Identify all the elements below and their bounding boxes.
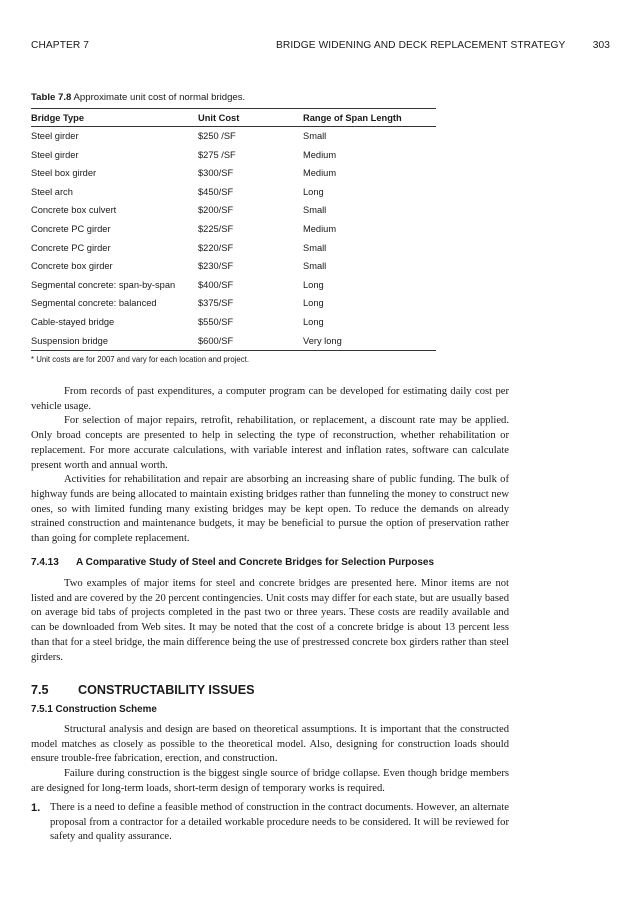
chapter-label: CHAPTER 7 bbox=[31, 40, 90, 51]
table-caption bbox=[31, 92, 245, 103]
table-cell: Concrete PC girder bbox=[31, 242, 111, 253]
section-heading-7-5 bbox=[31, 683, 255, 697]
table-row bbox=[31, 239, 436, 258]
table-row bbox=[31, 164, 436, 183]
section-heading-7-5-1: 7.5.1 Construction Scheme bbox=[31, 704, 157, 715]
table-cell: $300/SF bbox=[198, 168, 234, 179]
table-cell: Segmental concrete: span-by-span bbox=[31, 279, 176, 290]
table-row bbox=[31, 276, 436, 295]
table-cell: $220/SF bbox=[198, 242, 234, 253]
table-cell: $200/SF bbox=[198, 205, 234, 216]
table-row bbox=[31, 313, 436, 332]
table-cell: Long bbox=[303, 316, 324, 327]
table-row bbox=[31, 146, 436, 165]
table-cell: Concrete box girder bbox=[31, 261, 113, 272]
table-caption-text: Approximate unit cost of normal bridges. bbox=[73, 92, 246, 103]
section-heading-7-4-13 bbox=[31, 557, 434, 568]
chapter-title: BRIDGE WIDENING AND DECK REPLACEMENT STRATEGY bbox=[276, 40, 566, 51]
table-cell: Suspension bridge bbox=[31, 335, 109, 346]
table-cell: Steel girder bbox=[31, 149, 79, 160]
running-head bbox=[31, 40, 610, 54]
section-7-4-13-text bbox=[31, 577, 509, 665]
table-cell: Steel arch bbox=[31, 186, 73, 197]
table-cell: Small bbox=[303, 131, 327, 141]
section-number: 7.5 bbox=[31, 683, 49, 697]
list-item-text: There is a need to define a feasible method of construction in the contract documents. However, an alternate proposal from a contractor for a detailed workable procedure needs to be considered. It will be reviewed for safety and quality assurance. bbox=[50, 802, 509, 843]
table-cell: Steel girder bbox=[31, 131, 79, 141]
table-cell: Medium bbox=[303, 168, 337, 179]
list-item bbox=[31, 801, 509, 845]
table-body bbox=[31, 127, 436, 350]
column-header: Range of Span Length bbox=[303, 113, 402, 123]
table-header-row bbox=[31, 109, 436, 127]
table-label: Table 7.8 bbox=[31, 92, 72, 103]
table-cell: Very long bbox=[303, 335, 342, 346]
table-cell: $275 /SF bbox=[198, 149, 236, 160]
numbered-list bbox=[31, 801, 509, 845]
paragraph: Activities for rehabilitation and repair are absorbing an increasing share of public funding. The bulk of highway funds are being allocated to maintain existing bridges rather than funneling the money to construct new ones, so with limited funding many existing bridges may be kept open. To reduce the demands on already strained construction and maintenance budgets, it may be beneficial to pursue the option of preservation rather than going for complete replacement. bbox=[31, 474, 509, 545]
paragraph: Two examples of major items for steel and concrete bridges are presented here. Minor items are not listed and are covered by the 20 percent contingencies. Unit costs may differ for each state, but are usually based on average bid tabs of projects completed in the past two or three years. These costs are readily available and can be downloaded from Web sites. It may be noted that the cost of a concrete bridge is about 13 percent less than that for a steel bridge, the main difference being the use of prestressed concrete box girders rather than steel girders. bbox=[31, 578, 509, 663]
table-cell: $375/SF bbox=[198, 298, 234, 309]
table-cell: Long bbox=[303, 186, 324, 197]
table-cell: Cable-stayed bridge bbox=[31, 316, 115, 327]
paragraph: For selection of major repairs, retrofit, rehabilitation, or replacement, a discount rate may be applied. Only broad concepts are presented to help in selecting the type of reconstruction, whether rehabilitation or replacement. For more accurate calculations, with variable interest and inflation rates, software can calculate present worth and annual worth. bbox=[31, 415, 509, 471]
table-cell: $450/SF bbox=[198, 186, 234, 197]
table-cell: Concrete box culvert bbox=[31, 205, 117, 216]
table-cell: Long bbox=[303, 279, 324, 290]
page-number: 303 bbox=[592, 40, 610, 51]
table-cell: Steel box girder bbox=[31, 168, 97, 179]
table-cell: Concrete PC girder bbox=[31, 223, 111, 234]
table-cell: $250 /SF bbox=[198, 131, 236, 141]
table-row bbox=[31, 127, 436, 146]
table-row bbox=[31, 201, 436, 220]
section-7-5-1-text bbox=[31, 723, 509, 797]
table-cell: Medium bbox=[303, 223, 337, 234]
column-header: Bridge Type bbox=[31, 113, 85, 123]
table-bottom-rule bbox=[31, 350, 436, 351]
intro-text bbox=[31, 385, 509, 547]
table-row bbox=[31, 332, 436, 351]
table-cell: Segmental concrete: balanced bbox=[31, 298, 157, 309]
table-cell: $225/SF bbox=[198, 223, 234, 234]
table-cell: $600/SF bbox=[198, 335, 234, 346]
table-row bbox=[31, 257, 436, 276]
section-title: A Comparative Study of Steel and Concrete Bridges for Selection Purposes bbox=[76, 557, 435, 568]
table-cell: $400/SF bbox=[198, 279, 234, 290]
table-cell: $550/SF bbox=[198, 316, 234, 327]
table-cell: Long bbox=[303, 298, 324, 309]
table-cell: $230/SF bbox=[198, 261, 234, 272]
unit-cost-table bbox=[31, 108, 436, 364]
table-cell: Small bbox=[303, 205, 327, 216]
paragraph: Structural analysis and design are based on theoretical assumptions. It is important that the constructed model matches as closely as possible to the theoretical model. Also, designing for construction loads should ensure trouble-free fabrication, erection, and construction. bbox=[31, 724, 509, 765]
table-footnote: * Unit costs are for 2007 and vary for each location and project. bbox=[31, 355, 250, 365]
paragraph: Failure during construction is the biggest single source of bridge collapse. Even though bridge members are designed for long-term loads, short-term design of temporary works is required. bbox=[31, 768, 509, 794]
table-row bbox=[31, 220, 436, 239]
paragraph: From records of past expenditures, a computer program can be developed for estimating daily cost per vehicle usage. bbox=[31, 386, 509, 412]
section-number: 7.4.13 bbox=[31, 557, 59, 568]
table-row bbox=[31, 183, 436, 202]
column-header: Unit Cost bbox=[198, 113, 240, 123]
table-cell: Small bbox=[303, 242, 327, 253]
list-item-number: 1. bbox=[31, 802, 41, 814]
section-title: CONSTRUCTABILITY ISSUES bbox=[78, 683, 255, 697]
table-cell: Small bbox=[303, 261, 327, 272]
table-row bbox=[31, 294, 436, 313]
table-cell: Medium bbox=[303, 149, 337, 160]
